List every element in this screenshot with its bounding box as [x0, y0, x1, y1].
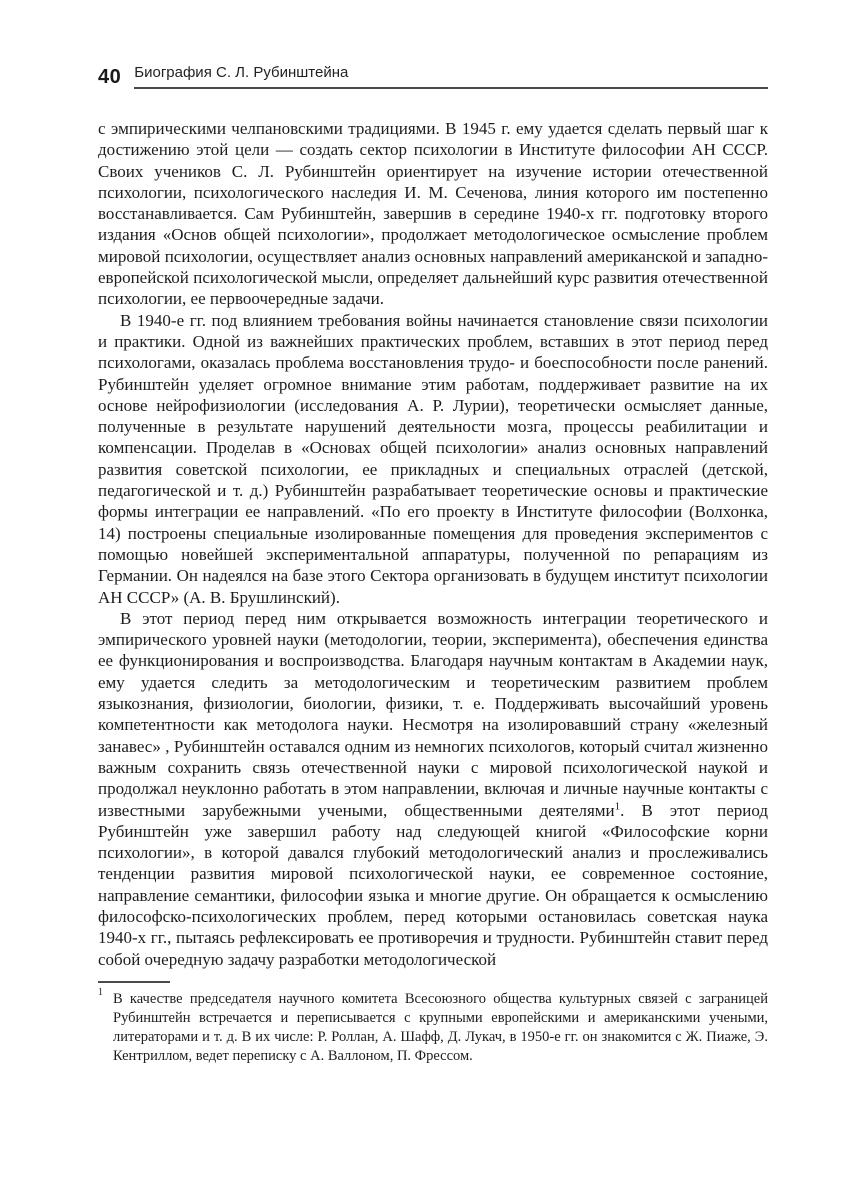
footnote	[98, 986, 768, 1066]
paragraph-3-text-after-footnote-ref: . В этот период Рубинштейн уже завершил работу над следующей книгой «Философские корни психологии», в которой давался глубокий методологический анализ и прослеживались тенденции развития мировой психологической науки, ее современное состояние, направление семантики, философии языка и многие другие. Он обращается к осмыслению философско-психологических проблем, перед которыми остановилась советская наука 1940-х гг., пытаясь рефлексировать ее противоречия и трудности. Рубинштейн ставит перед собой очередную задачу разработки методологической	[98, 800, 768, 969]
page-header	[98, 64, 768, 89]
paragraph-3	[98, 608, 768, 970]
footnote-marker: 1	[98, 986, 103, 998]
paragraph-1: с эмпирическими челпановскими традициями. В 1945 г. ему удается сделать первый шаг к достижению этой цели — создать сектор психологии в Институте философии АН СССР. Своих учеников С. Л. Рубинштейн ориентирует на изучение истории отечественной психологии, психологического наследия И. М. Сеченова, линия которого им постепенно восстанавливается. Сам Рубинштейн, завершив в середине 1940-х гг. подготовку второго издания «Основ общей психологии», продолжает методологическое осмысление проблем мировой психологии, осуществляет анализ основных направлений американской и западно-европейской психологической мысли, определяет дальнейший курс развития отечественной психологии, ее первоочередные задачи.	[98, 119, 768, 309]
page-body	[98, 118, 768, 970]
paragraph-3-text-before-footnote-ref: В этот период перед ним открывается возможность интеграции теоретического и эмпирического уровней науки (методологии, теории, эксперимента), обеспечения единства ее функционирования и воспроизводства. Благодаря научным контактам в Академии наук, ему удается следить за методологическим и теоретическим развитием проблем языкознания, физиологии, биологии, физики, т. е. Поддерживать высочайший уровень компетентности как методолога науки. Несмотря на изолировавший страну «железный занавес» , Рубинштейн оставался одним из немногих психологов, который считал жизненно важным сохранить связь отечественной науки с мировой психологической наукой и продолжал неуклонно работать в этом направлении, включая и личные научные контакты с известными зарубежными учеными, общественными деятелями	[98, 608, 768, 820]
footnote-reference: 1	[614, 799, 621, 812]
header-rule	[134, 64, 768, 89]
running-title: Биография С. Л. Рубинштейна	[134, 64, 349, 81]
page-number: 40	[98, 66, 122, 88]
footnote-rule	[98, 981, 170, 983]
paragraph-2: В 1940-е гг. под влиянием требования войны начинается становление связи психологии и практики. Одной из важнейших практических проблем, вставших в этот период перед психологами, оказалась проблема восстановления трудо- и боеспособности после ранений. Рубинштейн уделяет огромное внимание этим работам, поддерживает развитие на их основе нейрофизиологии (исследования А. Р. Лурии), теоретически осмысляет данные, полученные в результате нарушений деятельности мозга, процессы реабилитации и компенсации. Проделав в «Основах общей психологии» анализ основных направлений развития советской психологии, ее прикладных и специальных отраслей (детской, педагогической и т. д.) Рубинштейн разрабатывает теоретические основы и практические формы интеграции ее направлений. «По его проекту в Институте философии (Волхонка, 14) построены специальные изолированные помещения для проведения экспериментов с помощью новейшей экспериментальной аппаратуры, полученной по репарациям из Германии. Он надеялся на базе этого Сектора организовать в будущем институт психологии АН СССР» (А. В. Брушлинский).	[98, 310, 768, 607]
footnote-text: В качестве председателя научного комитета Всесоюзного общества культурных связей с заграницей Рубинштейн встречается и переписывается с крупными европейскими и американскими учеными, литераторами и т. д. В их числе: Р. Роллан, А. Шафф, Д. Лукач, в 1950-е гг. он знакомится с Ж. Пиаже, Э. Кентриллом, ведет переписку с А. Валлоном, П. Фрессом.	[113, 990, 768, 1064]
footnote-area	[98, 981, 768, 1066]
